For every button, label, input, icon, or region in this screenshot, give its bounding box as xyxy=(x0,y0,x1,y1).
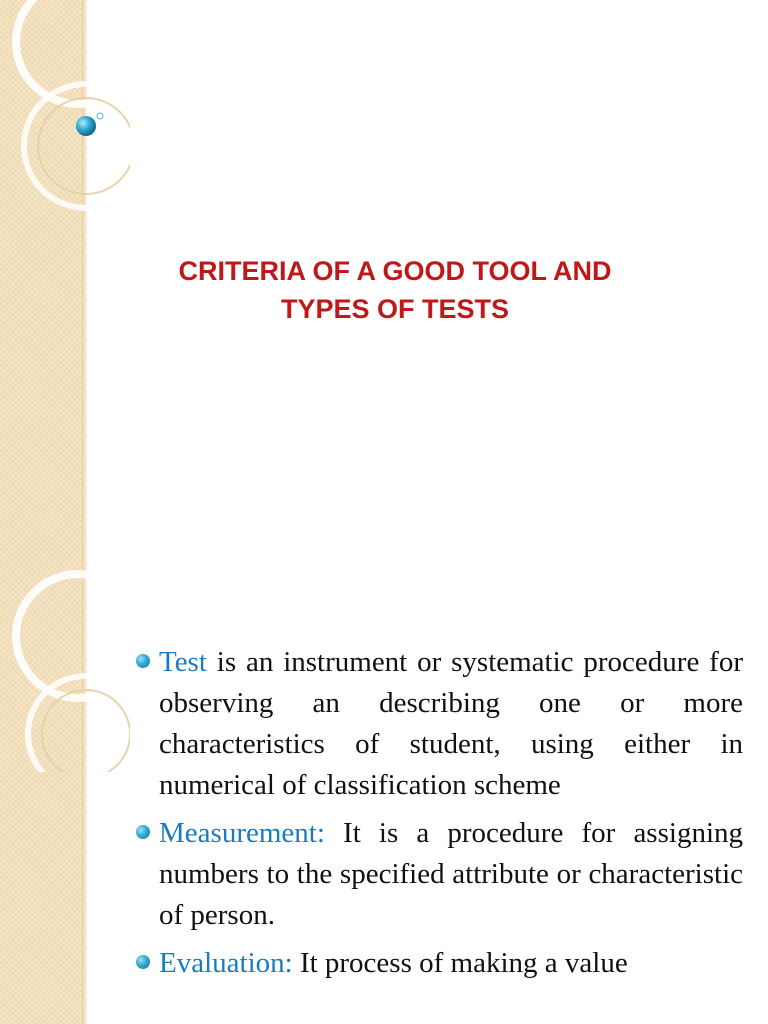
bullet-definition: It process of making a value xyxy=(292,947,628,979)
bullet-item xyxy=(133,943,743,984)
bullet-icon xyxy=(136,825,150,839)
bullet-term: Test xyxy=(159,646,207,678)
title-line-2: TYPES OF TESTS xyxy=(280,294,510,324)
blue-sphere-icon xyxy=(0,0,130,260)
bullet-definition: is an instrument or systematic procedure for observing an describing one or more characteristics of student, using either in numerical of classification scheme xyxy=(159,646,743,801)
bullet-item xyxy=(133,813,743,936)
bullet-text xyxy=(159,642,743,806)
slide-title xyxy=(80,252,710,328)
bullet-icon xyxy=(136,654,150,668)
bullet-term: Measurement: xyxy=(159,817,325,849)
bullet-definition: It is a procedure for assigning numbers to the specified attribute or characteristic of person. xyxy=(159,817,743,931)
content-slide xyxy=(0,512,768,1024)
bullet-icon xyxy=(136,955,150,969)
bullet-list xyxy=(133,642,743,991)
bullet-text xyxy=(159,813,743,936)
bullet-text xyxy=(159,943,743,984)
title-line-1: CRITERIA OF A GOOD TOOL AND xyxy=(178,256,612,286)
bullet-item xyxy=(133,642,743,806)
bullet-term: Evaluation: xyxy=(159,947,293,979)
ring-decoration xyxy=(0,512,130,772)
